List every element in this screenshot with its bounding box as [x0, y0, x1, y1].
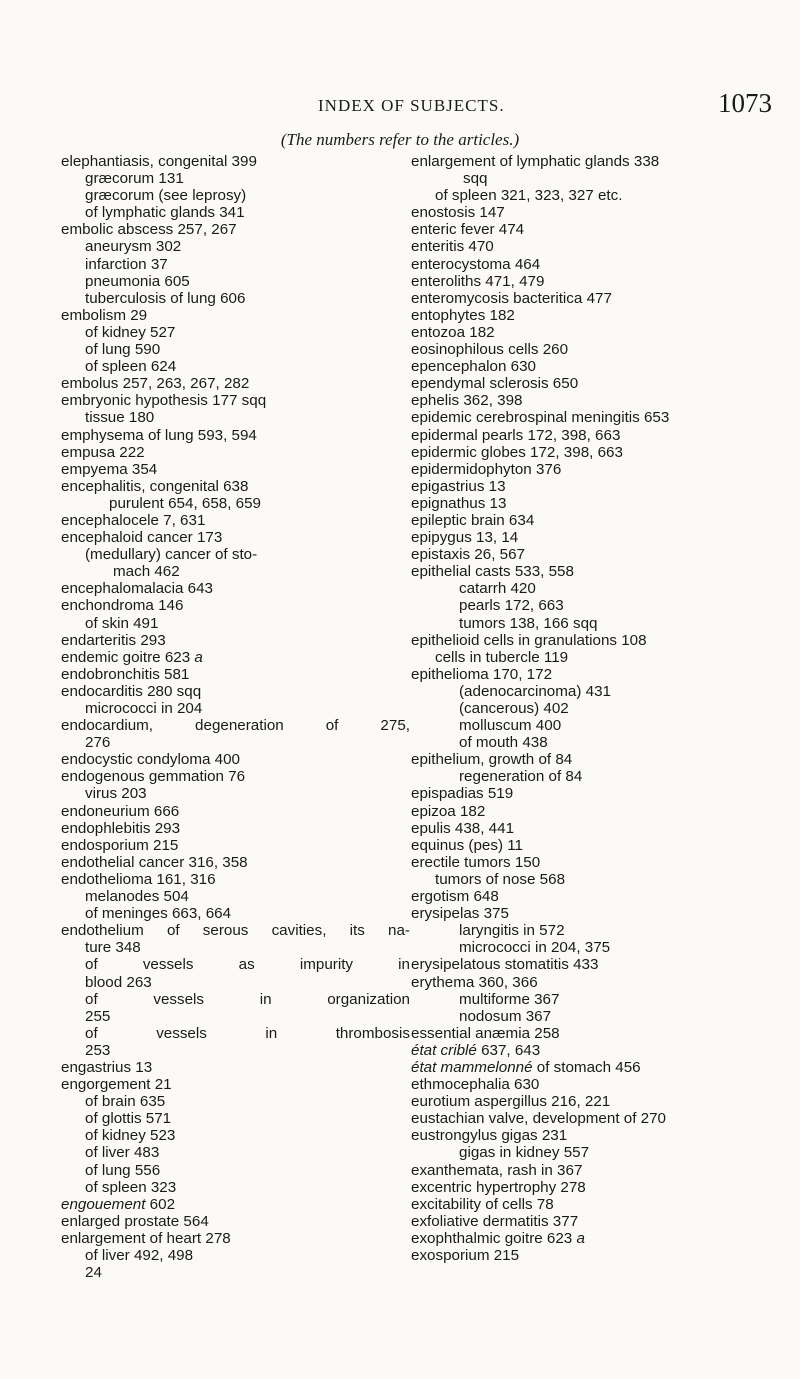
index-entry: état mammelonné of stomach 456	[411, 1058, 641, 1076]
index-entry: encephalocele 7, 631	[61, 511, 206, 529]
index-entry: enteromycosis bacteritica 477	[411, 289, 612, 307]
index-entry: sqq	[463, 170, 488, 188]
index-entry: aneurysm 302	[85, 238, 182, 256]
index-entry: catarrh 420	[459, 580, 536, 598]
index-entry: ethmocephalia 630	[411, 1076, 540, 1094]
index-entry: engastrius 13	[61, 1058, 153, 1076]
index-entry: enteric fever 474	[411, 221, 525, 239]
index-entry: embolic abscess 257, 267	[61, 221, 237, 239]
index-entry: endocarditis 280 sqq	[61, 682, 202, 700]
index-entry: epithelioma 170, 172	[411, 665, 553, 683]
index-entry: 255	[85, 1007, 111, 1025]
index-entry: melanodes 504	[85, 888, 189, 906]
index-entry: enteritis 470	[411, 238, 494, 256]
index-entry: of vessels in organization	[85, 990, 410, 1008]
index-entry: entophytes 182	[411, 306, 515, 324]
index-entry: multiforme 367	[459, 990, 560, 1008]
page-header	[0, 88, 800, 128]
index-entry: micrococci in 204	[85, 700, 203, 717]
index-entry: molluscum 400	[459, 717, 562, 735]
index-entry: emphysema of lung 593, 594	[61, 426, 257, 444]
index-entry: of lung 590	[85, 341, 161, 359]
index-entry: engorgement 21	[61, 1076, 172, 1094]
index-entry: tumors of nose 568	[435, 870, 566, 888]
index-entry: cells in tubercle 119	[435, 648, 569, 666]
index-entry: tumors 138, 166 sqq	[459, 614, 598, 632]
index-entry: enteroliths 471, 479	[411, 272, 545, 290]
index-entry: epigastrius 13	[411, 477, 506, 495]
index-entry: enterocystoma 464	[411, 255, 541, 273]
index-entry: epipygus 13, 14	[411, 529, 519, 547]
index-entry: exfoliative dermatitis 377	[411, 1212, 579, 1230]
index-entry: endothelioma 161, 316	[61, 870, 216, 888]
index-entry: tuberculosis of lung 606	[85, 289, 246, 307]
index-entry: epidermic globes 172, 398, 663	[411, 443, 623, 461]
page-number: 1073	[718, 88, 772, 118]
index-entry: enchondroma 146	[61, 597, 184, 615]
index-entry: epizoa 182	[411, 802, 486, 820]
index-entry: of skin 491	[85, 614, 159, 632]
index-entry: ture 348	[85, 939, 141, 957]
index-entry: ependymal sclerosis 650	[411, 375, 579, 393]
index-entry: exophthalmic goitre 623 a	[411, 1229, 585, 1247]
index-entry: endothelium of serous cavities, its na-	[61, 922, 410, 940]
index-entry: of vessels as impurity in	[85, 956, 410, 974]
index-entry: ergotism 648	[411, 888, 499, 906]
index-entry: epithelioid cells in granulations 108	[411, 631, 647, 649]
index-entry: endoneurium 666	[61, 802, 180, 820]
index-entry: empusa 222	[61, 443, 145, 461]
index-column-left	[61, 153, 416, 1281]
index-entry: epileptic brain 634	[411, 511, 535, 529]
index-entry: entozoa 182	[411, 323, 495, 341]
index-entry: græcorum 131	[85, 170, 184, 188]
index-entry: ephelis 362, 398	[411, 392, 523, 410]
index-entry: erectile tumors 150	[411, 853, 541, 871]
index-entry: of spleen 321, 323, 327 etc.	[435, 187, 623, 205]
index-entry: (cancerous) 402	[459, 700, 569, 717]
index-entry: erysipelatous stomatitis 433	[411, 956, 599, 974]
index-entry: of vessels in thrombosis	[85, 1024, 410, 1042]
index-entry: encephaloid cancer 173	[61, 529, 223, 547]
index-entry: epispadias 519	[411, 785, 514, 803]
index-entry: laryngitis in 572	[459, 922, 565, 940]
index-entry: enlarged prostate 564	[61, 1212, 209, 1230]
index-entry: endophlebitis 293	[61, 819, 181, 837]
index-entry: of meninges 663, 664	[85, 905, 232, 923]
index-entry: epencephalon 630	[411, 358, 536, 376]
index-entry: pearls 172, 663	[459, 597, 564, 615]
index-entry: nodosum 367	[459, 1007, 552, 1025]
index-entry: of kidney 523	[85, 1127, 176, 1145]
index-entry: epidemic cerebrospinal meningitis 653	[411, 409, 670, 427]
index-entry: epithelial casts 533, 558	[411, 563, 574, 581]
index-entry: empyema 354	[61, 460, 158, 478]
index-entry: embolus 257, 263, 267, 282	[61, 375, 250, 393]
index-entry: epidermidophyton 376	[411, 460, 562, 478]
index-entry: of glottis 571	[85, 1110, 172, 1128]
index-entry: of kidney 527	[85, 323, 176, 341]
index-entry: enlargement of heart 278	[61, 1229, 231, 1247]
index-entry: blood 263	[85, 973, 152, 991]
index-entry: infarction 37	[85, 255, 168, 273]
index-entry: embryonic hypothesis 177 sqq	[61, 392, 267, 410]
index-entry: endocardium, degeneration of 275,	[61, 717, 410, 735]
index-entry: epidermal pearls 172, 398, 663	[411, 426, 621, 444]
index-entry: endosporium 215	[61, 836, 179, 854]
index-entry: micrococci in 204, 375	[459, 939, 611, 957]
index-entry: endobronchitis 581	[61, 665, 190, 683]
index-entry: of lung 556	[85, 1161, 161, 1179]
index-entry: tissue 180	[85, 409, 155, 427]
running-head: INDEX OF SUBJECTS.	[318, 96, 505, 115]
index-entry: epithelium, growth of 84	[411, 751, 573, 769]
index-entry: regeneration of 84	[459, 768, 583, 786]
index-entry: of spleen 323	[85, 1178, 177, 1196]
index-entry: of lymphatic glands 341	[85, 204, 245, 222]
index-entry: virus 203	[85, 785, 147, 803]
index-entry: 24	[85, 1264, 102, 1282]
index-entry: endothelial cancer 316, 358	[61, 853, 248, 871]
index-entry: epistaxis 26, 567	[411, 546, 525, 564]
index-entry: essential anæmia 258	[411, 1024, 560, 1042]
index-entry: (medullary) cancer of sto-	[85, 546, 258, 564]
index-entry: erythema 360, 366	[411, 973, 538, 991]
index-entry: equinus (pes) 11	[411, 836, 524, 854]
index-entry: 276	[85, 734, 111, 752]
index-entry: eustachian valve, development of 270	[411, 1110, 666, 1128]
index-entry: excitability of cells 78	[411, 1195, 554, 1213]
index-entry: 253	[85, 1041, 111, 1059]
index-entry: endemic goitre 623 a	[61, 648, 203, 666]
index-entry: of brain 635	[85, 1093, 166, 1111]
index-entry: encephalitis, congenital 638	[61, 477, 249, 495]
index-entry: pneumonia 605	[85, 272, 190, 290]
index-entry: of spleen 624	[85, 358, 177, 376]
index-entry: enlargement of lymphatic glands 338	[411, 153, 660, 170]
index-entry: epulis 438, 441	[411, 819, 515, 837]
index-entry: epignathus 13	[411, 494, 507, 512]
index-entry: of mouth 438	[459, 734, 548, 752]
index-entry: mach 462	[113, 563, 180, 581]
index-entry: græcorum (see leprosy)	[85, 187, 247, 205]
index-column-right	[411, 153, 786, 1264]
index-entry: embolism 29	[61, 306, 148, 324]
index-note: (The numbers refer to the articles.)	[280, 130, 520, 149]
index-entry: exanthemata, rash in 367	[411, 1161, 583, 1179]
index-entry: engouement 602	[61, 1195, 176, 1213]
index-entry: purulent 654, 658, 659	[109, 494, 262, 512]
index-entry: eustrongylus gigas 231	[411, 1127, 568, 1145]
index-entry: of liver 492, 498	[85, 1247, 194, 1264]
index-entry: exosporium 215	[411, 1247, 520, 1264]
index-entry: endarteritis 293	[61, 631, 166, 649]
index-entry: of liver 483	[85, 1144, 160, 1162]
index-entry: gigas in kidney 557	[459, 1144, 590, 1162]
index-entry: elephantiasis, congenital 399	[61, 153, 257, 170]
index-entry: état criblé 637, 643	[411, 1041, 541, 1059]
index-entry: eosinophilous cells 260	[411, 341, 569, 359]
index-entry: eurotium aspergillus 216, 221	[411, 1093, 611, 1111]
index-entry: erysipelas 375	[411, 905, 509, 923]
index-entry: (adenocarcinoma) 431	[459, 682, 611, 700]
index-entry: encephalomalacia 643	[61, 580, 213, 598]
index-entry: endogenous gemmation 76	[61, 768, 246, 786]
index-entry: endocystic condyloma 400	[61, 751, 240, 769]
index-entry: enostosis 147	[411, 204, 505, 222]
index-entry: excentric hypertrophy 278	[411, 1178, 586, 1196]
